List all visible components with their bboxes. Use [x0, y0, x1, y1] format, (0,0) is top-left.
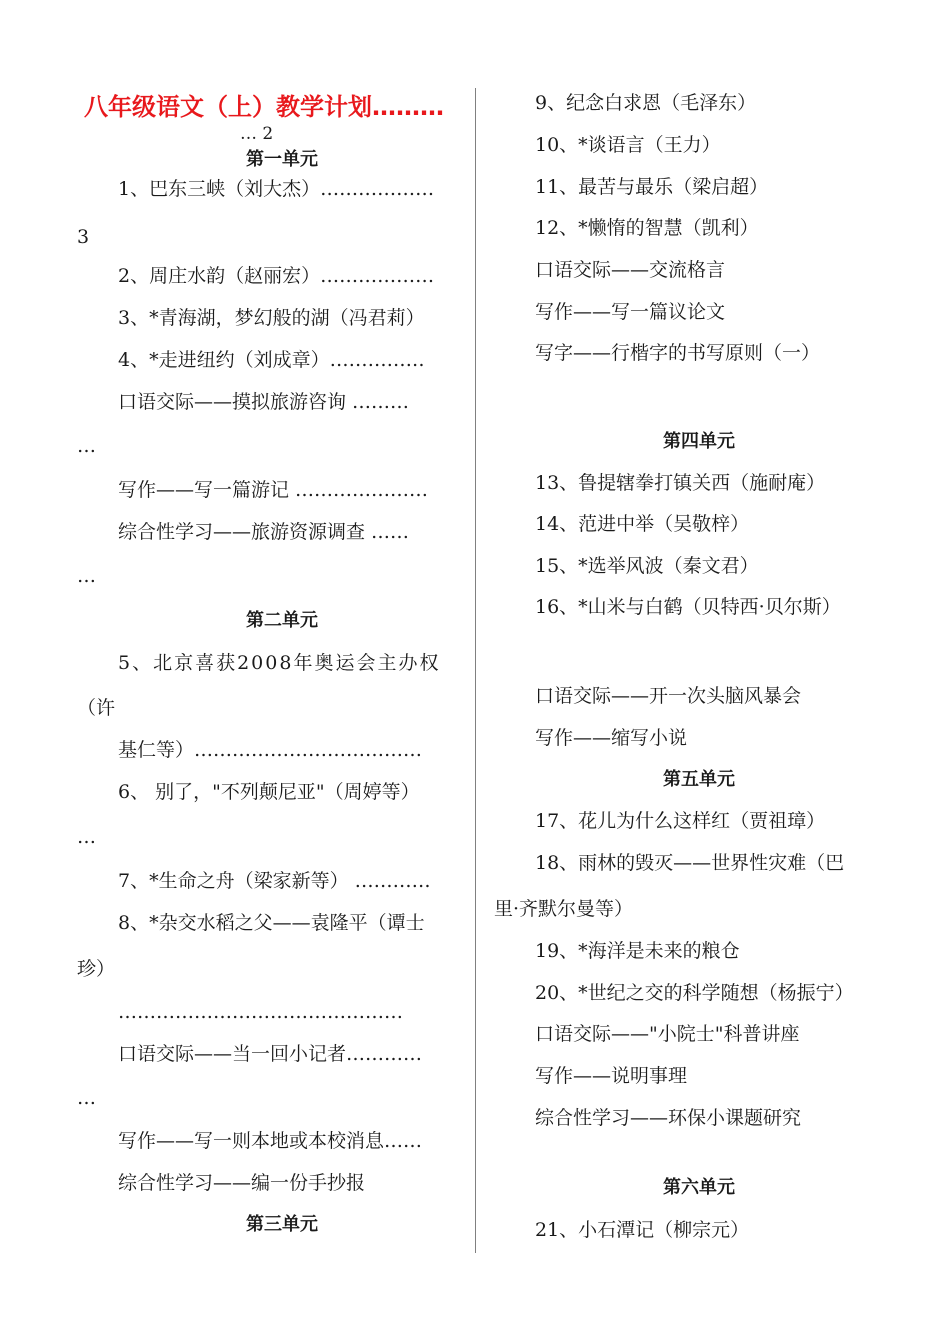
toc-entry[interactable]: 3、*青海湖，梦幻般的湖（冯君莉）	[118, 307, 425, 329]
toc-entry[interactable]: 9、纪念白求恩（毛泽东）	[535, 92, 757, 114]
toc-entry[interactable]: 写作——缩写小说	[535, 727, 688, 749]
toc-entry[interactable]: 21、小石潭记（柳宗元）	[535, 1219, 750, 1241]
unit-2-heading: 第二单元	[246, 610, 318, 631]
toc-entry[interactable]: 12、*懒惰的智慧（凯利）	[535, 217, 759, 239]
toc-entry[interactable]: 综合性学习——环保小课题研究	[535, 1107, 802, 1129]
toc-entry[interactable]: 4、*走进纽约（刘成章）……………	[118, 349, 425, 371]
toc-entry-continuation: 珍）	[77, 958, 116, 980]
toc-entry[interactable]: 口语交际——开一次头脑风暴会	[535, 685, 802, 707]
column-divider	[475, 88, 476, 1253]
toc-entry[interactable]: 8、*杂交水稻之父——袁隆平（谭士	[118, 912, 425, 934]
toc-entry[interactable]: 13、鲁提辖拳打镇关西（施耐庵）	[535, 472, 826, 494]
toc-entry-continuation: （许	[77, 697, 116, 719]
toc-entry[interactable]: 11、最苦与最乐（梁启超）	[535, 176, 769, 198]
unit-4-heading: 第四单元	[663, 431, 735, 452]
toc-entry-continuation: 基仁等）………………………………	[118, 739, 423, 761]
toc-entry[interactable]: 写作——写一篇游记 …………………	[118, 479, 429, 501]
toc-entry[interactable]: 口语交际——当一回小记者…………	[118, 1043, 423, 1065]
toc-entry[interactable]: 写作——说明事理	[535, 1065, 688, 1087]
toc-entry[interactable]: 写作——写一篇议论文	[535, 301, 726, 323]
toc-entry[interactable]: 综合性学习——旅游资源调查 ……	[118, 521, 410, 543]
toc-entry-continuation: …	[77, 1087, 96, 1109]
toc-entry[interactable]: 18、雨林的毁灭——世界性灾难（巴	[535, 852, 845, 874]
toc-entry[interactable]: 写字——行楷字的书写原则（一）	[535, 342, 821, 364]
toc-entry[interactable]: 5、北京喜获2008年奥运会主办权	[118, 652, 441, 674]
toc-entry[interactable]: 口语交际——摸拟旅游咨询 ………	[118, 391, 410, 413]
toc-entry[interactable]: 2、周庄水韵（赵丽宏）………………	[118, 265, 435, 287]
toc-entry-dots: ………………………………………	[118, 1001, 403, 1023]
toc-entry-continuation: …	[77, 565, 96, 587]
toc-entry[interactable]: 10、*谈语言（王力）	[535, 134, 721, 156]
unit-5-heading: 第五单元	[663, 769, 735, 790]
toc-entry[interactable]: 综合性学习——编一份手抄报	[118, 1172, 366, 1194]
page-title: 八年级语文（上）教学计划………	[84, 93, 444, 121]
toc-entry[interactable]: 15、*选举风波（秦文君）	[535, 555, 759, 577]
title-page-number: … 2	[240, 124, 274, 144]
unit-1-heading: 第一单元	[246, 149, 318, 170]
unit-6-heading: 第六单元	[663, 1177, 735, 1198]
toc-entry[interactable]: 写作——写一则本地或本校消息……	[118, 1130, 423, 1152]
toc-entry[interactable]: 7、*生命之舟（梁家新等） …………	[118, 870, 431, 892]
toc-entry[interactable]: 1、巴东三峡（刘大杰）………………	[118, 178, 435, 200]
toc-entry[interactable]: 19、*海洋是未来的粮仓	[535, 940, 740, 962]
unit-3-heading: 第三单元	[246, 1214, 318, 1235]
toc-entry-page: 3	[77, 226, 90, 248]
toc-entry[interactable]: 14、范进中举（吴敬梓）	[535, 513, 750, 535]
toc-entry[interactable]: 口语交际——"小院士"科普讲座	[535, 1023, 800, 1045]
toc-entry[interactable]: 17、花儿为什么这样红（贾祖璋）	[535, 810, 826, 832]
toc-entry-continuation: 里·齐默尔曼等）	[494, 898, 634, 920]
toc-entry-continuation: …	[77, 826, 96, 848]
toc-entry[interactable]: 20、*世纪之交的科学随想（杨振宁）	[535, 982, 854, 1004]
toc-entry[interactable]: 16、*山米与白鹤（贝特西·贝尔斯）	[535, 596, 841, 618]
toc-entry[interactable]: 6、 别了，"不列颠尼亚"（周婷等）	[118, 781, 420, 803]
toc-entry-continuation: …	[77, 435, 96, 457]
toc-entry[interactable]: 口语交际——交流格言	[535, 259, 726, 281]
